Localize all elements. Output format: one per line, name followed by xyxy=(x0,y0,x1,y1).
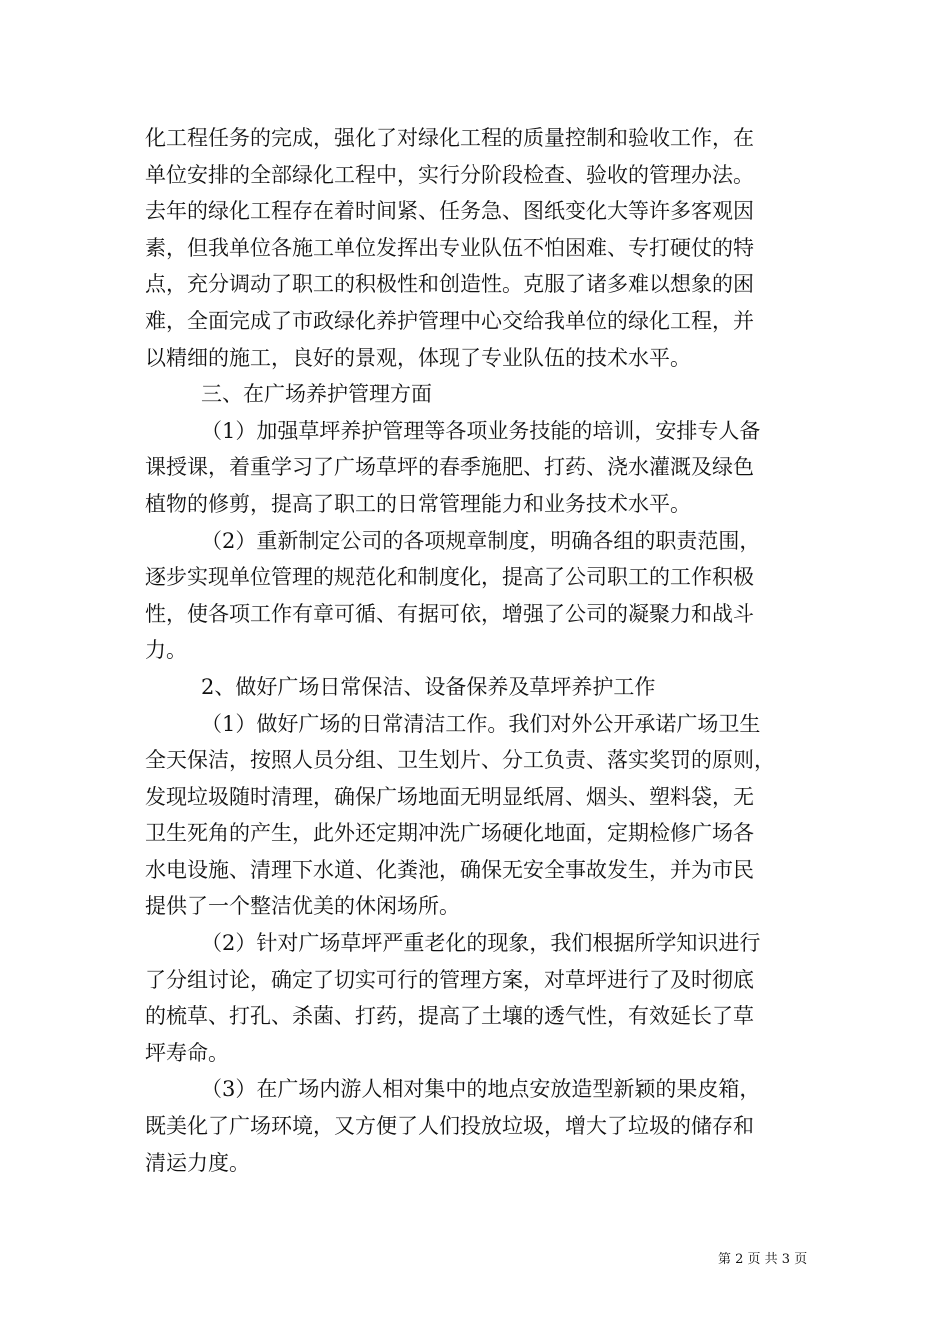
text-line: 植物的修剪，提高了职工的日常管理能力和业务技术水平。 xyxy=(145,491,691,516)
text-line: 性，使各项工作有章可循、有据可依，增强了公司的凝聚力和战斗 xyxy=(145,601,754,626)
text-line: 课授课，着重学习了广场草坪的春季施肥、打药、浇水灌溉及绿色 xyxy=(145,455,754,480)
text-line: 以精细的施工，良好的景观，体现了专业队伍的技术水平。 xyxy=(145,345,691,370)
text-line: 卫生死角的产生，此外还定期冲洗广场硬化地面，定期检修广场各 xyxy=(145,821,754,846)
text-line: 难，全面完成了市政绿化养护管理中心交给我单位的绿化工程，并 xyxy=(145,308,754,333)
text-line: （3）在广场内游人相对集中的地点安放造型新颖的果皮箱， xyxy=(201,1077,761,1102)
text-line: 的梳草、打孔、杀菌、打药，提高了土壤的透气性，有效延长了草 xyxy=(145,1004,754,1029)
text-line: 去年的绿化工程存在着时间紧、任务急、图纸变化大等许多客观因 xyxy=(145,199,754,224)
text-line: 全天保洁，按照人员分组、卫生划片、分工负责、落实奖罚的原则， xyxy=(145,748,775,773)
text-line: （2）针对广场草坪严重老化的现象，我们根据所学知识进行 xyxy=(201,931,761,956)
text-line: （2）重新制定公司的各项规章制度，明确各组的职责范围， xyxy=(201,528,761,553)
text-line: 点，充分调动了职工的积极性和创造性。克服了诸多难以想象的困 xyxy=(145,272,754,297)
text-line: 逐步实现单位管理的规范化和制度化，提高了公司职工的工作积极 xyxy=(145,565,754,590)
document-body xyxy=(145,120,813,1181)
text-line: 单位安排的全部绿化工程中，实行分阶段检查、验收的管理办法。 xyxy=(145,162,754,187)
text-line: 清运力度。 xyxy=(145,1150,250,1175)
page-number: 第 2 页 共 3 页 xyxy=(718,1252,808,1267)
text-line: 了分组讨论，确定了切实可行的管理方案，对草坪进行了及时彻底 xyxy=(145,967,754,992)
text-line: 坪寿命。 xyxy=(145,1040,229,1065)
text-line: 力。 xyxy=(145,638,187,663)
text-line: 2、做好广场日常保洁、设备保养及草坪养护工作 xyxy=(201,674,656,699)
text-line: 水电设施、清理下水道、化粪池，确保无安全事故发生，并为市民 xyxy=(145,857,754,882)
text-line: 提供了一个整洁优美的休闲场所。 xyxy=(145,894,460,919)
text-line: （1）加强草坪养护管理等各项业务技能的培训，安排专人备 xyxy=(201,418,761,443)
text-line: 发现垃圾随时清理，确保广场地面无明显纸屑、烟头、塑料袋，无 xyxy=(145,784,754,809)
text-line: 三、在广场养护管理方面 xyxy=(201,382,432,407)
text-line: 化工程任务的完成，强化了对绿化工程的质量控制和验收工作，在 xyxy=(145,126,754,150)
text-line: 既美化了广场环境，又方便了人们投放垃圾，增大了垃圾的储存和 xyxy=(145,1114,754,1139)
text-line: （1）做好广场的日常清洁工作。我们对外公开承诺广场卫生 xyxy=(201,711,761,736)
text-line: 素，但我单位各施工单位发挥出专业队伍不怕困难、专打硬仗的特 xyxy=(145,235,754,260)
